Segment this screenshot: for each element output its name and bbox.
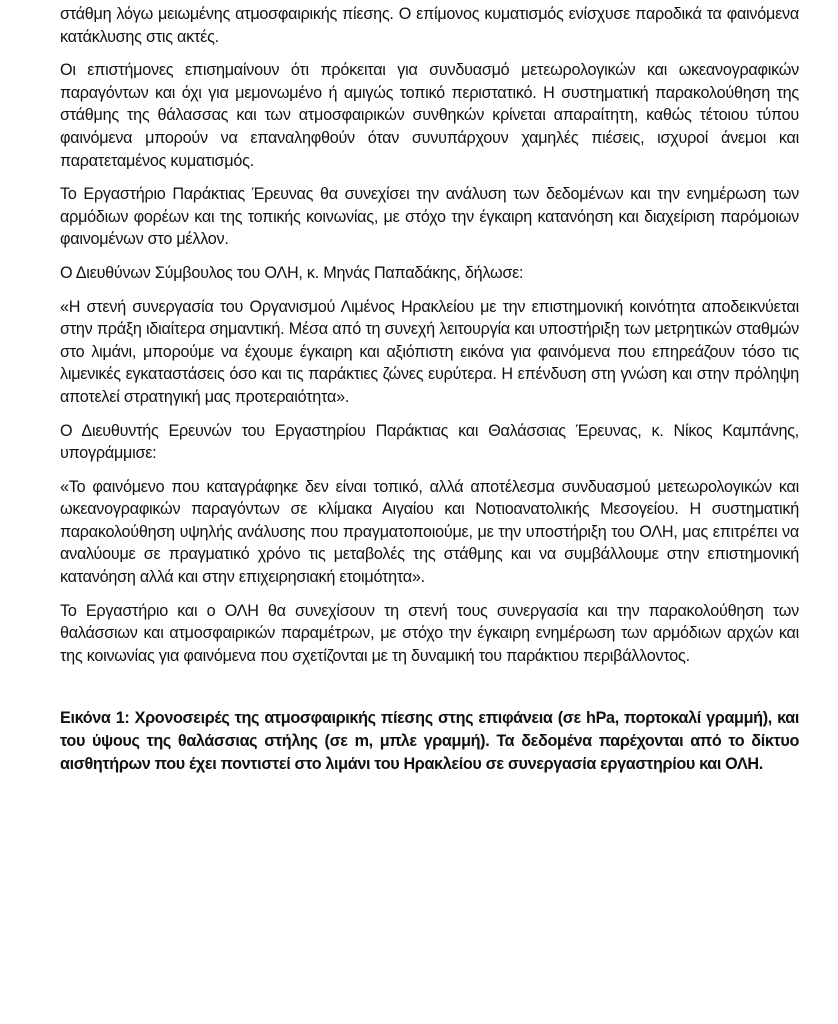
- paragraph-ceo-intro: Ο Διευθύνων Σύμβουλος του ΟΛΗ, κ. Μηνάς Παπαδάκης, δήλωσε:: [60, 263, 524, 282]
- paragraph-lab-continuation: Το Εργαστήριο Παράκτιας Έρευνας θα συνεχίσει την ανάλυση των δεδομένων και την ενημέρωση των αρμόδιων φορέων και της τοπικής κοινωνίας, με στόχο την έγκαιρη κατανόηση και διαχείριση παρόμοιων φαινομένων στο μέλλον.: [60, 185, 799, 249]
- paragraph-scientists-note: Οι επιστήμονες επισημαίνουν ότι πρόκειται για συνδυασμό μετεωρολογικών και ωκεανογραφικών παραγόντων και όχι για μεμονωμένο ή αμιγώς τοπικό περιστατικό. Η συστηματική παρακολούθηση της στάθμης της θάλασσας και των ατμοσφαιρικών συνθηκών κρίνεται απαραίτητη, καθώς τέτοιου τύπου φαινόμενα μπορούν να επαναληφθούν όταν συνυπάρχουν χαμηλές πιέσεις, ισχυροί άνεμοι και παρατεταμένος κυματισμός.: [60, 61, 799, 170]
- paragraph-director-intro: Ο Διευθυντής Ερευνών του Εργαστηρίου Παράκτιας και Θαλάσσιας Έρευνας, κ. Νίκος Καμπάνης, υπογράμμισε:: [60, 421, 799, 463]
- paragraph-director-quote: «Το φαινόμενο που καταγράφηκε δεν είναι τοπικό, αλλά αποτέλεσμα συνδυασμού μετεωρολογικών και ωκεανογραφικών παραγόντων σε κλίμακα Αιγαίου και Νοτιοανατολικής Μεσογείου. Η συστηματική παρακολούθηση υψηλής ανάλυσης που πραγματοποιούμε, με την υποστήριξη του ΟΛΗ, μας επιτρέπει να αναλύουμε σε πραγματικό χρόνο τις μεταβολές της στάθμης και να συμβάλλουμε στην επιστημονική κατανόηση αλλά και στην επιχειρησιακή ετοιμότητα».: [60, 477, 799, 587]
- paragraph-closing: Το Εργαστήριο και ο ΟΛΗ θα συνεχίσουν τη στενή τους συνεργασία και την παρακολούθηση των θαλάσσιων και ατμοσφαιρικών παραμέτρων, με στόχο την έγκαιρη ενημέρωση των αρμόδιων αρχών και της κοινωνίας για φαινόμενα που σχετίζονται με τη δυναμική του παράκτιου περιβάλλοντος.: [60, 601, 799, 665]
- paragraph-ceo-quote: «Η στενή συνεργασία του Οργανισμού Λιμένος Ηρακλείου με την επιστημονική κοινότητα αποδεικνύεται στην πράξη ιδιαίτερα σημαντική. Μέσα από τη συνεχή λειτουργία και υποστήριξη των μετρητικών σταθμών στο λιμάνι, μπορούμε να έχουμε έγκαιρη και αξιόπιστη εικόνα για φαινόμενα που επηρεάζουν τόσο τις λιμενικές εγκαταστάσεις όσο και τις παράκτιες ζώνες ευρύτερα. Η επένδυση στη γνώση και στην πρόληψη αποτελεί στρατηγική μας προτεραιότητα».: [60, 297, 799, 406]
- paragraph-sea-level-continuation: στάθμη λόγω μειωμένης ατμοσφαιρικής πίεσης. Ο επίμονος κυματισμός ενίσχυσε παροδικά τα φαινόμενα κατάκλυσης στις ακτές.: [60, 5, 799, 46]
- document-page: [60, 3, 799, 786]
- figure-caption: Εικόνα 1: Χρονοσειρές της ατμοσφαιρικής πίεσης στης επιφάνεια (σε hPa, πορτοκαλί γραμμή), και του ύψους της θαλάσσιας στήλης (σε m, μπλε γραμμή). Τα δεδομένα παρέχονται από το δίκτυο αισθητήρων που έχει ποντιστεί στο λιμάνι του Ηρακλείου σε συνεργασία εργαστηρίου και ΟΛΗ.: [60, 709, 799, 773]
